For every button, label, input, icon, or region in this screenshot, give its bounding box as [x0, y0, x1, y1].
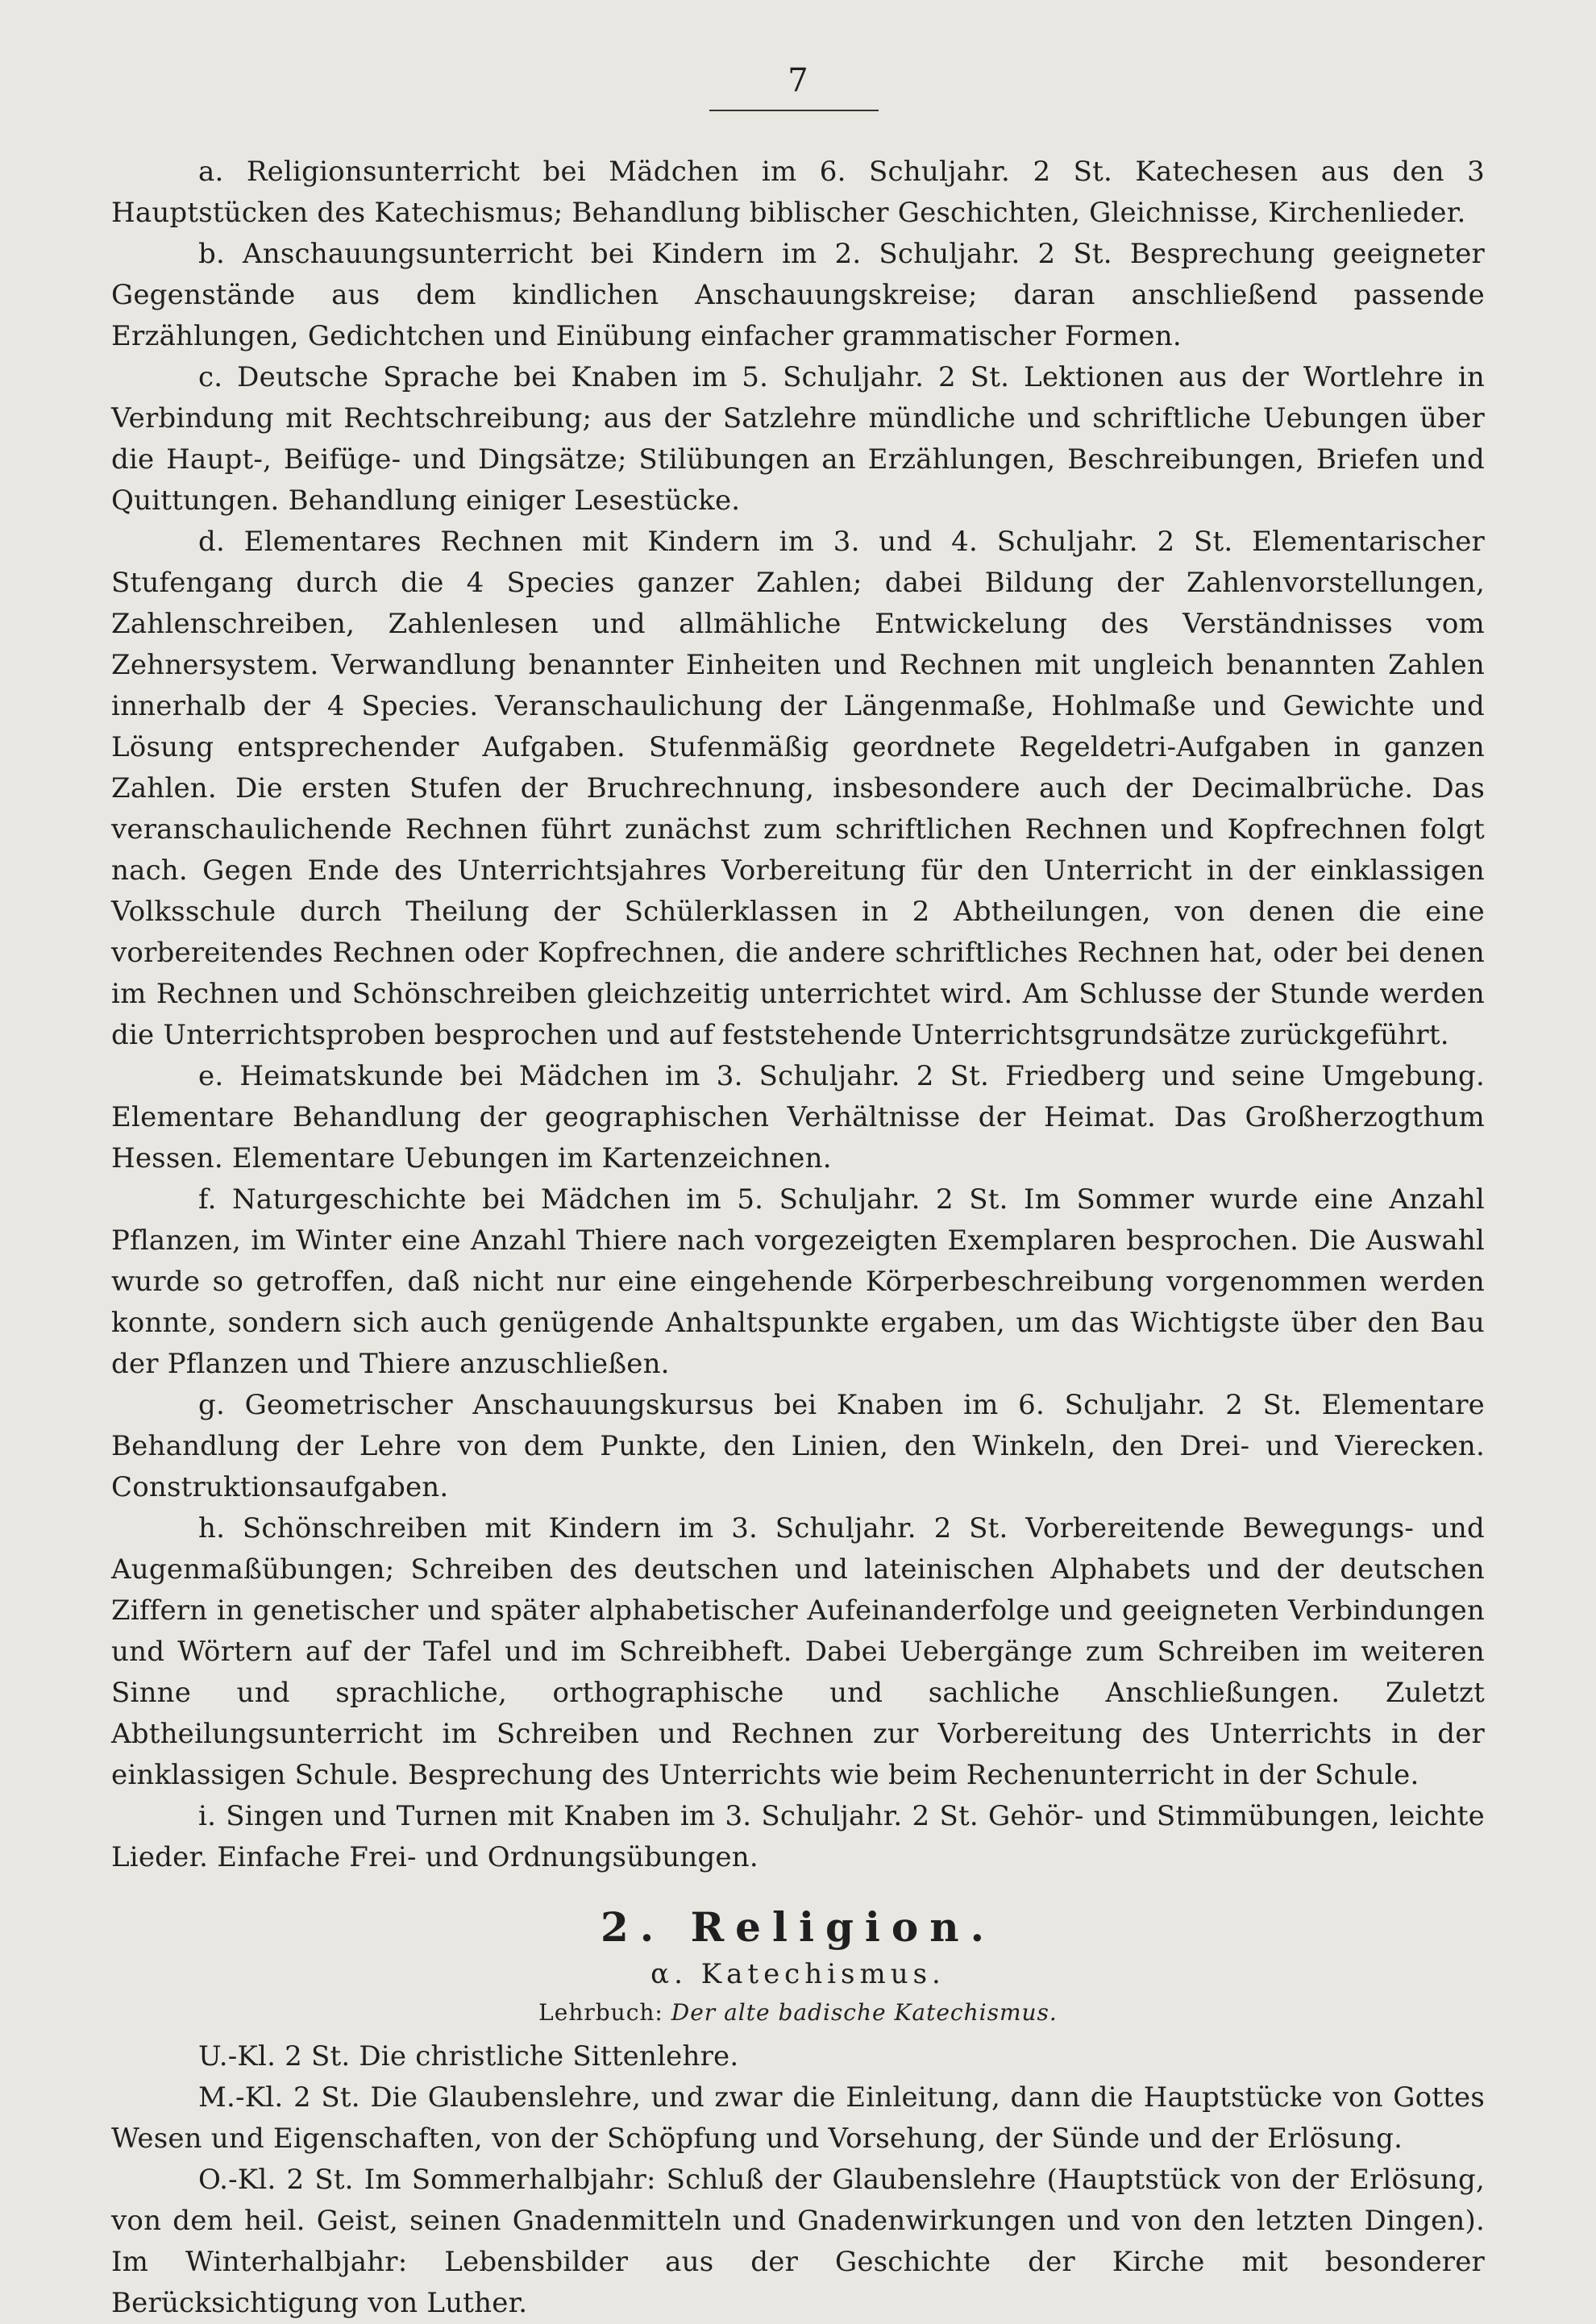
- section-subtitle: α. Katechismus.: [650, 1958, 946, 1990]
- paragraph-i: i. Singen und Turnen mit Knaben im 3. Schuljahr. 2 St. Gehör- und Stimmübungen, leichte Lieder. Einfache Frei- und Ordnungsübungen.: [111, 1800, 1485, 1873]
- textbook-title: Der alte badische Katechismus.: [671, 1999, 1058, 2026]
- section-title: 2. Religion.: [600, 1903, 996, 1951]
- textbook-label: Lehrbuch:: [538, 1999, 663, 2026]
- paragraph-e: e. Heimatskunde bei Mädchen im 3. Schuljahr. 2 St. Friedberg und seine Umgebung. Elementare Behandlung der geographischen Verhältnisse der Heimat. Das Großherzogthum Hessen. Elementare Uebungen im Kartenzeichnen.: [111, 1060, 1485, 1174]
- paragraph-d: d. Elementares Rechnen mit Kindern im 3. und 4. Schuljahr. 2 St. Elementarischer Stufengang durch die 4 Species ganzer Zahlen; dabei Bildung der Zahlenvorstellungen, Zahlenschreiben, Zahlenlesen und allmähliche Entwickelung des Verständnisses vom Zehnersystem. Verwandlung benannter Einheiten und Rechnen mit ungleich benannten Zahlen innerhalb der 4 Species. Veranschaulichung der Längenmaße, Hohlmaße und Gewichte und Lösung entsprechender Aufgaben. Stufenmäßig geordnete Regeldetri-Aufgaben in ganzen Zahlen. Die ersten Stufen der Bruchrechnung, insbesondere auch der Decimalbrüche. Das veranschaulichende Rechnen führt zunächst zum schriftlichen Rechnen und Kopfrechnen folgt nach. Gegen Ende des Unterrichtsjahres Vorbereitung für den Unterricht in der einklassigen Volksschule durch Theilung der Schülerklassen in 2 Abtheilungen, von denen die eine vorbereitendes Rechnen oder Kopfrechnen, die andere schriftliches Rechnen hat, oder bei denen im Rechnen und Schönschreiben gleichzeitig unterrichtet wird. Am Schlusse der Stunde werden die Unterrichtsproben besprochen und auf feststehende Unterrichtsgrundsätze zurückgeführt.: [111, 526, 1485, 1051]
- class-paragraph-unterklasse: U.-Kl. 2 St. Die christliche Sittenlehre.: [198, 2040, 739, 2072]
- paragraph-h: h. Schönschreiben mit Kindern im 3. Schuljahr. 2 St. Vorbereitende Bewegungs- und Augenmaßübungen; Schreiben des deutschen und lateinischen Alphabets und der deutschen Ziffern in genetischer und später alphabetischer Aufeinanderfolge und geeigneten Verbindungen und Wörtern auf der Tafel und im Schreibheft. Dabei Uebergänge zum Schreiben im weiteren Sinne und sprachliche, orthographische und sachliche Anschließungen. Zuletzt Abtheilungsunterricht im Schreiben und Rechnen zur Vorbereitung des Unterrichts in der einklassigen Schule. Besprechung des Unterrichts wie beim Rechenunterricht in der Schule.: [111, 1512, 1485, 1791]
- paragraph-c: c. Deutsche Sprache bei Knaben im 5. Schuljahr. 2 St. Lektionen aus der Wortlehre in Verbindung mit Rechtschreibung; aus der Satzlehre mündliche und schriftliche Uebungen über die Haupt-, Beifüge- und Dingsätze; Stilübungen an Erzählungen, Beschreibungen, Briefen und Quittungen. Behandlung einiger Lesestücke.: [111, 361, 1485, 517]
- page-number: 7: [788, 62, 808, 99]
- paragraph-f: f. Naturgeschichte bei Mädchen im 5. Schuljahr. 2 St. Im Sommer wurde eine Anzahl Pflanzen, im Winter eine Anzahl Thiere nach vorgezeigten Exemplaren besprochen. Die Auswahl wurde so getroffen, daß nicht nur eine eingehende Körperbeschreibung vorgenommen werden konnte, sondern sich auch genügende Anhaltspunkte ergaben, um das Wichtigste über den Bau der Pflanzen und Thiere anzuschließen.: [111, 1183, 1485, 1380]
- page-body: [111, 152, 1485, 2324]
- paragraph-b: b. Anschauungsunterricht bei Kindern im 2. Schuljahr. 2 St. Besprechung geeigneter Gegenstände aus dem kindlichen Anschauungskreise; daran anschließend passende Erzählungen, Gedichtchen und Einübung einfacher grammatischer Formen.: [111, 238, 1485, 352]
- textbook-line: [111, 1994, 1485, 2031]
- page-number-rule: [709, 110, 879, 111]
- paragraph-a: a. Religionsunterricht bei Mädchen im 6. Schuljahr. 2 St. Katechesen aus den 3 Hauptstücken des Katechismus; Behandlung biblischer Geschichten, Gleichnisse, Kirchenlieder.: [111, 156, 1485, 229]
- class-paragraph-mittelklasse: M.-Kl. 2 St. Die Glaubenslehre, und zwar die Einleitung, dann die Hauptstücke von Gottes Wesen und Eigenschaften, von der Schöpfung und Vorsehung, der Sünde und der Erlösung.: [111, 2081, 1485, 2155]
- paragraph-g: g. Geometrischer Anschauungskursus bei Knaben im 6. Schuljahr. 2 St. Elementare Behandlung der Lehre von dem Punkte, den Linien, den Winkeln, den Drei- und Vierecken. Construktionsaufgaben.: [111, 1389, 1485, 1503]
- class-paragraph-oberklasse: O.-Kl. 2 St. Im Sommerhalbjahr: Schluß der Glaubenslehre (Hauptstück von der Erlösung, von dem heil. Geist, seinen Gnadenmitteln und Gnadenwirkungen und von den letzten Dingen). Im Winterhalbjahr: Lebensbilder aus der Geschichte der Kirche mit besonderer Berücksichtigung von Luther.: [111, 2164, 1485, 2319]
